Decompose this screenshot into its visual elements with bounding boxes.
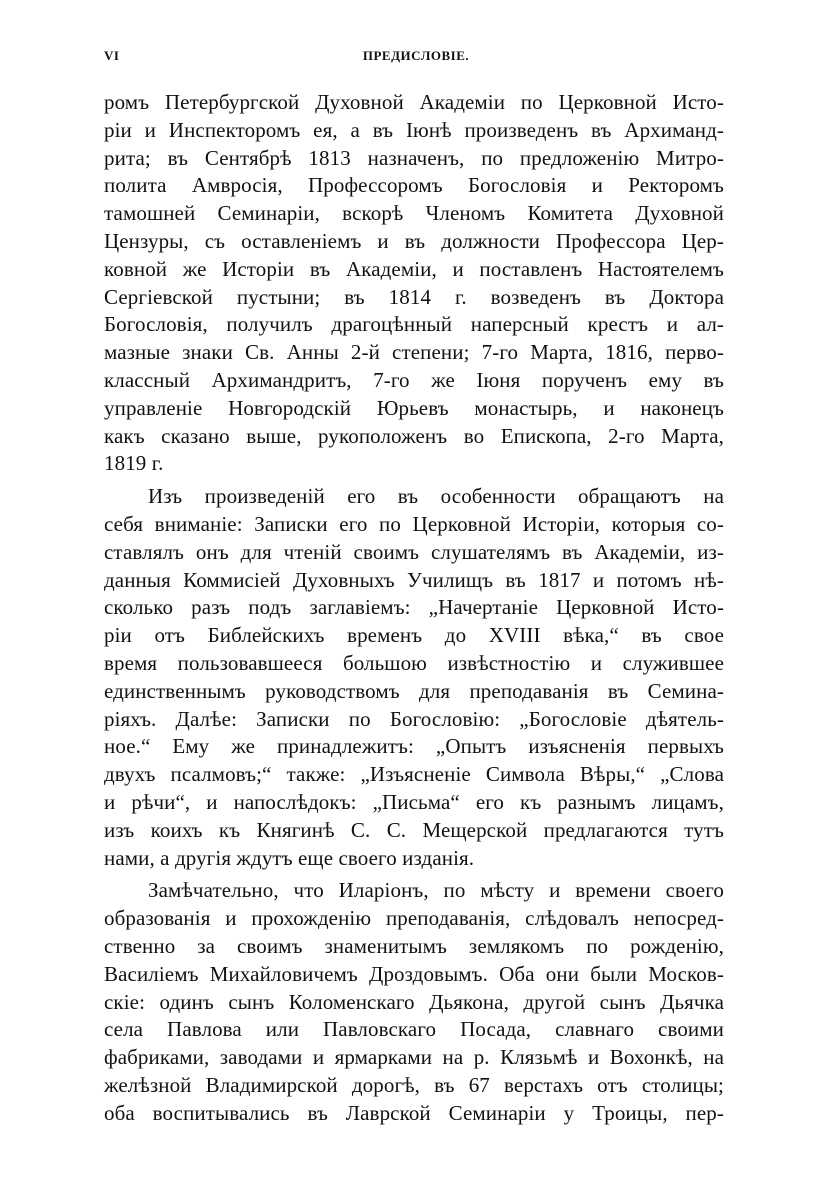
paragraph-2 — [104, 483, 724, 872]
text-line: ромъ Петербургской Духовной Академіи по Церковной Исто- — [104, 90, 724, 114]
text-line: ріи и Инспекторомъ ея, а въ Іюнѣ произведенъ въ Архиманд- — [104, 117, 724, 142]
text-line: Василіемъ Михайловичемъ Дроздовымъ. Оба они были Москов- — [104, 961, 724, 986]
text-line: тамошней Семинаріи, вскорѣ Членомъ Комитета Духовной — [104, 201, 724, 226]
text-line: Богословія, получилъ драгоцѣнный наперсный крестъ и ал- — [104, 312, 724, 337]
text-line: скіе: одинъ сынъ Коломенскаго Дьякона, другой сынъ Дьячка — [104, 989, 724, 1014]
text-line: мазные знаки Св. Анны 2-й степени; 7-го Марта, 1816, перво- — [104, 340, 724, 365]
text-line: рита; въ Сентябрѣ 1813 назначенъ, по предложенію Митро- — [104, 145, 724, 170]
text-line: и рѣчи“, и напослѣдокъ: „Письма“ его къ разнымъ лицамъ, — [104, 789, 724, 814]
text-line: фабриками, заводами и ярмарками на р. Клязьмѣ и Вохонкѣ, на — [104, 1045, 724, 1070]
text-line: желѣзной Владимирской дорогѣ, въ 67 верстахъ отъ столицы; — [104, 1072, 724, 1097]
text-line: данныя Коммисіей Духовныхъ Училищъ въ 1817 и потомъ нѣ- — [104, 567, 724, 592]
page-number: VI — [104, 48, 120, 63]
text-line: какъ сказано выше, рукоположенъ во Епископа, 2-го Марта, — [104, 423, 724, 448]
running-title: ПРЕДИСЛОВІЕ. — [362, 48, 470, 63]
text-line: классный Архимандритъ, 7-го же Іюня порученъ ему въ — [104, 367, 724, 392]
page-header — [104, 48, 728, 68]
text-line: ставлялъ онъ для чтеній своимъ слушателямъ въ Академіи, из- — [104, 539, 724, 564]
text-line: двухъ псалмовъ;“ также: „Изъясненіе Символа Вѣры,“ „Слова — [104, 762, 724, 787]
text-line: села Павлова или Павловскаго Посада, славнаго своими — [104, 1017, 724, 1042]
text-line: себя вниманіе: Записки его по Церковной Исторіи, которыя со- — [104, 511, 724, 536]
text-line: управленіе Новгородскій Юрьевъ монастырь, и наконецъ — [104, 395, 724, 420]
text-line: ріяхъ. Далѣе: Записки по Богословію: „Богословіе дѣятель- — [104, 706, 724, 731]
text-line: ріи отъ Библейскихъ временъ до XVIII вѣка,“ въ свое — [104, 623, 724, 648]
body-text — [104, 89, 724, 1127]
text-line: образованія и прохожденію преподаванія, слѣдовалъ непосред- — [104, 906, 724, 931]
paragraph-1 — [104, 89, 724, 478]
text-line: Замѣчательно, что Иларіонъ, по мѣсту и времени своего — [148, 878, 724, 903]
text-line: Изъ произведеній его въ особенности обращаютъ на — [148, 484, 724, 509]
text-line: ковной же Исторіи въ Академіи, и поставленъ Настоятелемъ — [104, 256, 724, 281]
text-line: изъ коихъ къ Княгинѣ С. С. Мещерской предлагаются тутъ — [104, 817, 724, 842]
text-line: оба воспитывались въ Лаврской Семинаріи у Троицы, пер- — [104, 1100, 724, 1125]
text-line: Цензуры, съ оставленіемъ и въ должности Профессора Цер- — [104, 228, 724, 253]
text-line: единственнымъ руководствомъ для преподаванія въ Семина- — [104, 678, 724, 703]
text-line: ственно за своимъ знаменитымъ землякомъ по рожденію, — [104, 933, 724, 958]
paragraph-3 — [104, 877, 724, 1127]
text-line: Сергіевской пустыни; въ 1814 г. возведенъ въ Доктора — [104, 284, 724, 309]
text-line: 1819 г. — [104, 451, 164, 476]
text-line: время пользовавшееся большою извѣстностію и служившее — [104, 650, 724, 675]
text-line: полита Амвросія, Профессоромъ Богословія и Ректоромъ — [104, 173, 724, 198]
text-line: нами, а другія ждутъ еще своего изданія. — [104, 845, 475, 870]
text-line: сколько разъ подъ заглавіемъ: „Начертаніе Церковной Исто- — [104, 595, 724, 620]
text-line: ное.“ Ему же принадлежитъ: „Опытъ изъясненія первыхъ — [104, 734, 724, 759]
